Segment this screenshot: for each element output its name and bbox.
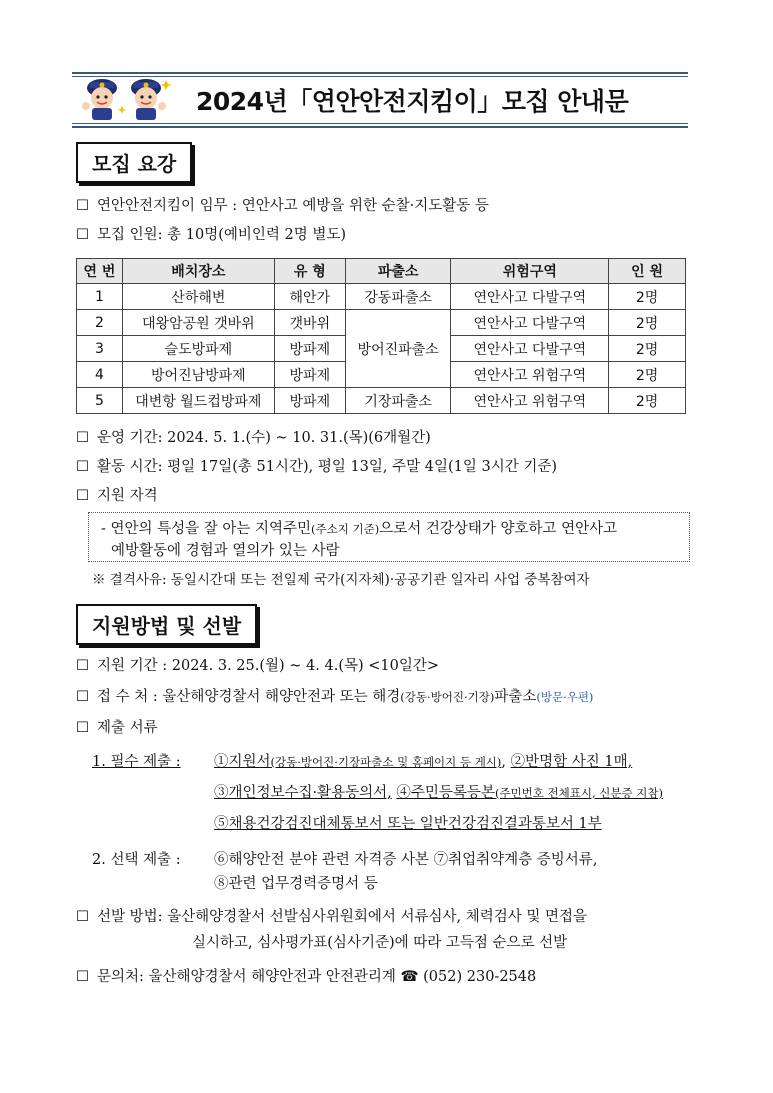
required-item-5: ⑤채용건강검진대체통보서 또는 일반건강검진결과통보서 1부 [214, 816, 602, 832]
cell-count: 2명 [609, 284, 686, 310]
cell-no: 3 [77, 336, 123, 362]
period-text: 운영 기간: 2024. 5. 1.(수) ~ 10. 31.(목)(6개월간) [97, 430, 431, 446]
required-item-sep: , [501, 754, 507, 770]
qualification-note: (주소지 기준) [311, 522, 380, 536]
apply-place-text: 접 수 처 : 울산해양경찰서 해양안전과 또는 해경 [97, 689, 401, 705]
cell-type: 방파제 [274, 336, 345, 362]
documents-title: 제출 서류 [97, 720, 158, 736]
hours-text: 활동 시간: 평일 17일(총 51시간), 평일 13일, 주말 4일(1일 3시간 기준) [97, 459, 557, 475]
period-line [76, 426, 431, 447]
required-item-4 [396, 785, 663, 801]
hours-line [76, 455, 557, 476]
cell-no: 5 [77, 388, 123, 414]
required-label-text: 1. 필수 제출 : [92, 754, 181, 770]
recruit-text: 모집 인원: 총 10명(예비인력 2명 별도) [97, 227, 347, 243]
table-row [77, 310, 686, 336]
apply-period-line [76, 654, 439, 675]
checkbox-icon: ☐ [76, 227, 89, 243]
cell-zone: 연안사고 위험구역 [451, 362, 609, 388]
contact-phone: (052) 230-2548 [423, 969, 537, 985]
optional-line-2: ⑧관련 업무경력증명서 등 [214, 876, 378, 892]
qualification-text: - 연안의 특성을 잘 아는 지역주민 [101, 521, 312, 537]
cell-place: 산하해변 [122, 284, 274, 310]
cell-no: 4 [77, 362, 123, 388]
table-header-row [77, 259, 686, 284]
required-item-note: (강동·방어진·기장파출소 및 홈페이지 등 게시) [270, 755, 502, 769]
required-line-1 [214, 750, 632, 771]
contact-line [76, 965, 536, 986]
cell-zone: 연안사고 다발구역 [451, 284, 609, 310]
table-row [77, 388, 686, 414]
apply-place-stations: (강동·방어진·기장) [400, 690, 495, 704]
cell-type: 방파제 [274, 362, 345, 388]
cell-place: 대변항 월드컵방파제 [122, 388, 274, 414]
required-item-note: (주민번호 전체표시, 신분증 지참) [494, 786, 663, 800]
cell-no: 2 [77, 310, 123, 336]
cell-count: 2명 [609, 388, 686, 414]
checkbox-icon: ☐ [76, 198, 89, 214]
required-item-2: ②반명함 사진 1매, [510, 754, 633, 770]
cell-count: 2명 [609, 310, 686, 336]
qualification-box [88, 512, 690, 562]
table-row [77, 284, 686, 310]
checkbox-icon: ☐ [76, 459, 89, 475]
header-cell: 연 번 [77, 259, 123, 284]
police-mascot-icon [78, 76, 174, 122]
cell-type: 해안가 [274, 284, 345, 310]
apply-place-method: (방문·우편) [536, 690, 594, 704]
cell-place: 대왕암공원 갯바위 [122, 310, 274, 336]
header-cell: 유 형 [274, 259, 345, 284]
required-item-text: ④주민등록등본 [396, 785, 495, 801]
cell-type: 갯바위 [274, 310, 345, 336]
header-cell: 파출소 [345, 259, 451, 284]
header-cell: 위험구역 [451, 259, 609, 284]
qualification-line-2: 예방활동에 경험과 열의가 있는 사람 [111, 543, 340, 559]
optional-line-1: ⑥해양안전 분야 관련 자격증 사본 ⑦취업취약계층 증빙서류, [214, 852, 598, 868]
checkbox-icon: ☐ [76, 430, 89, 446]
required-line-3 [214, 812, 602, 833]
cell-station: 강동파출소 [345, 284, 451, 310]
cell-count: 2명 [609, 362, 686, 388]
selection-text: 선발 방법: 울산해양경찰서 선발심사위원회에서 서류심사, 체력검사 및 면접을 [97, 909, 587, 925]
selection-line [76, 905, 587, 926]
qualification-text: 으로서 건강상태가 양호하고 연안사고 [379, 521, 618, 537]
qualification-title-line [76, 484, 158, 505]
checkbox-icon: ☐ [76, 658, 89, 674]
placement-table [76, 258, 686, 414]
duty-line [76, 194, 489, 215]
section-header-application: 지원방법 및 선발 [76, 604, 257, 645]
selection-line-2: 실시하고, 심사평가표(심사기준)에 따라 고득점 순으로 선발 [192, 935, 568, 951]
required-item-text: ①지원서 [214, 754, 271, 770]
cell-place: 슬도방파제 [122, 336, 274, 362]
duty-text: 연안안전지킴이 임무 : 연안사고 예방을 위한 순찰·지도활동 등 [97, 198, 489, 214]
documents-title-line [76, 716, 158, 737]
cell-station: 기장파출소 [345, 388, 451, 414]
phone-icon: ☎ [400, 969, 419, 985]
header-cell: 배치장소 [122, 259, 274, 284]
checkbox-icon: ☐ [76, 969, 89, 985]
cell-zone: 연안사고 위험구역 [451, 388, 609, 414]
disqualification-note: ※ 결격사유: 동일시간대 또는 전일제 국가(지자체)·공공기관 일자리 사업 중복참여자 [92, 572, 590, 588]
required-item-1 [214, 754, 501, 770]
apply-place-text: 파출소 [494, 689, 537, 705]
checkbox-icon: ☐ [76, 909, 89, 925]
apply-place-line [76, 685, 593, 706]
cell-station-merged: 방어진파출소 [345, 310, 451, 388]
checkbox-icon: ☐ [76, 689, 89, 705]
checkbox-icon: ☐ [76, 720, 89, 736]
apply-period-text: 지원 기간 : 2024. 3. 25.(월) ~ 4. 4.(목) <10일간> [97, 658, 440, 674]
cell-type: 방파제 [274, 388, 345, 414]
cell-zone: 연안사고 다발구역 [451, 336, 609, 362]
qualification-line-1 [101, 517, 617, 538]
required-line-2 [214, 781, 663, 802]
cell-no: 1 [77, 284, 123, 310]
section-header-recruitment: 모집 요강 [76, 142, 192, 183]
contact-text: 문의처: 울산해양경찰서 해양안전과 안전관리계 [97, 969, 396, 985]
recruit-line [76, 223, 346, 244]
document-title: 2024년「연안안전지킴이」모집 안내문 [196, 87, 629, 116]
cell-zone: 연안사고 다발구역 [451, 310, 609, 336]
required-item-3: ③개인정보수집·활용동의서, [214, 785, 392, 801]
checkbox-icon: ☐ [76, 488, 89, 504]
title-band [72, 72, 688, 128]
required-label [92, 750, 181, 771]
cell-place: 방어진남방파제 [122, 362, 274, 388]
qualification-title: 지원 자격 [97, 488, 158, 504]
optional-label: 2. 선택 제출 : [92, 852, 181, 868]
header-cell: 인 원 [609, 259, 686, 284]
cell-count: 2명 [609, 336, 686, 362]
